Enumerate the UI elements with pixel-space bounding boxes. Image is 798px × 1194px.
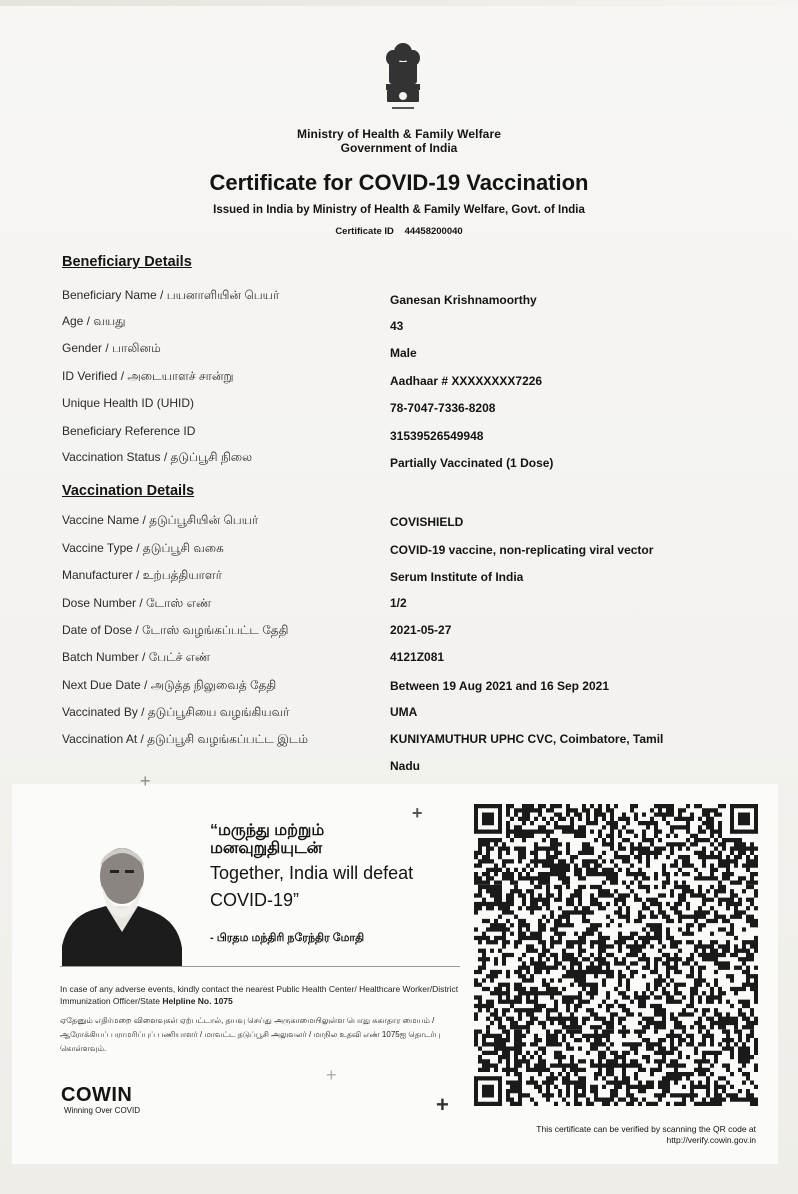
qr-finder-pattern (474, 1076, 502, 1106)
date-of-dose-row (0, 623, 798, 645)
quote-tamil-line: மனவுறுதியுடன் (210, 840, 323, 857)
cowin-tagline: Winning Over COVID (64, 1106, 141, 1115)
adverse-events-notice (60, 983, 460, 1007)
qr-finder-pattern (730, 804, 758, 834)
government-name: Government of India (340, 141, 458, 155)
field-label: Vaccination At / தடுப்பூசி வழங்கப்பட்ட இடம் (62, 732, 308, 746)
field-value: KUNIYAMUTHUR UPHC CVC, Coimbatore, Tamil Nadu (390, 732, 664, 773)
field-label: Unique Health ID (UHID) (62, 396, 195, 410)
field-value: 43 (390, 319, 404, 333)
vaccination-at-row (0, 732, 798, 773)
field-label: Vaccination Status / தடுப்பூசி நிலை (62, 450, 253, 464)
field-value: 4121Z081 (390, 650, 445, 664)
field-label: Age / வயது (62, 314, 126, 328)
manufacturer-row (0, 568, 798, 590)
field-value: Male (390, 346, 417, 360)
field-label: Beneficiary Name / பயனாளியின் பெயர் (62, 288, 280, 302)
vaccine-type-row (0, 541, 798, 563)
field-label: Beneficiary Reference ID (62, 424, 196, 438)
qr-code[interactable] (474, 804, 758, 1106)
field-value: 31539526549948 (390, 429, 484, 443)
helpline-number: Helpline No. 1075 (162, 996, 233, 1006)
field-label: Vaccine Type / தடுப்பூசி வகை (62, 541, 224, 555)
field-label: Vaccinated By / தடுப்பூசியை வழங்கியவர் (62, 705, 290, 719)
field-label: Next Due Date / அடுத்த நிலுவைத் தேதி (62, 678, 277, 692)
field-value: 1/2 (390, 596, 407, 610)
field-value: UMA (390, 705, 418, 719)
field-label: Dose Number / டோஸ் எண் (62, 596, 212, 610)
beneficiary-reference-row (0, 424, 798, 446)
paper-edge (0, 0, 798, 6)
qr-finder-pattern (474, 804, 502, 834)
field-value: Serum Institute of India (390, 570, 524, 584)
field-label: Manufacturer / உற்பத்தியாளர் (62, 568, 222, 582)
field-value: 2021-05-27 (390, 623, 452, 637)
vaccinated-by-row (0, 705, 798, 727)
certificate-title: Certificate for COVID-19 Vaccination (209, 170, 589, 195)
adverse-events-notice-tamil: ஏதேனும் எதிர்மறை விளைவுகள் ஏற்பட்டால், தயவு செய்து அருகாமையிலுள்ள பொது சுகாதார மையம் / ஆரோக்கியப் பராமரிப்புப் பணியாளர் / மாவட்ட தடுப்பூசி அலுவலர் / மாநில உதவி எண் 1075ஐ தொடர்பு கொள்ளவும். (60, 1016, 441, 1053)
issued-by-line: Issued in India by Ministry of Health & Family Welfare, Govt. of India (213, 204, 585, 216)
field-value: Between 19 Aug 2021 and 16 Sep 2021 (390, 679, 609, 693)
vaccination-details-heading: Vaccination Details (62, 483, 195, 499)
certificate-id (0, 226, 798, 237)
beneficiary-name-row (0, 288, 798, 310)
divider (60, 966, 460, 967)
beneficiary-details-heading: Beneficiary Details (62, 254, 192, 270)
certificate-id-value: 44458200040 (404, 226, 463, 237)
verification-note (420, 1124, 756, 1146)
ministry-name: Ministry of Health & Family Welfare (297, 127, 501, 141)
quote-english-line: COVID-19” (210, 890, 300, 910)
vaccine-name-row (0, 513, 798, 535)
batch-number-row (0, 650, 798, 672)
dose-number-row (0, 596, 798, 618)
field-label: Batch Number / பேட்ச் எண் (62, 650, 211, 664)
field-label: Gender / பாலினம் (62, 341, 161, 355)
plus-mark-icon: + (412, 803, 423, 823)
vaccination-status-row (0, 450, 798, 472)
id-verified-row (0, 369, 798, 391)
national-emblem-icon (380, 40, 426, 116)
gender-row (0, 341, 798, 363)
field-value: Aadhaar # XXXXXXXX7226 (390, 374, 543, 388)
cowin-logo: COWIN (61, 1084, 133, 1106)
quote-signature: - பிரதம மந்திரி நரேந்திர மோதி (210, 932, 365, 944)
verification-text: This certificate can be verified by scanning the QR code at (536, 1124, 756, 1134)
uhid-row (0, 396, 798, 418)
age-row (0, 314, 798, 336)
notice-text: In case of any adverse events, kindly contact the nearest Public Health Center/ Healthcare Worker/District Immunization Officer/State (60, 984, 459, 1006)
plus-mark-icon: + (436, 1092, 449, 1117)
field-value: Partially Vaccinated (1 Dose) (390, 456, 554, 470)
quote-english-line: Together, India will defeat (210, 863, 414, 883)
prime-minister-photo (62, 836, 182, 966)
field-label: Date of Dose / டோஸ் வழங்கப்பட்ட தேதி (62, 623, 289, 637)
quote-tamil-line: “மருந்து மற்றும் (210, 822, 325, 839)
plus-mark-icon: + (140, 771, 151, 791)
field-value: Ganesan Krishnamoorthy (390, 293, 537, 307)
verification-url[interactable]: http://verify.cowin.gov.in (666, 1135, 756, 1145)
field-label: Vaccine Name / தடுப்பூசியின் பெயர் (62, 513, 259, 527)
field-value: COVID-19 vaccine, non-replicating viral vector (390, 543, 654, 557)
field-value: COVISHIELD (390, 515, 464, 529)
field-label: ID Verified / அடையாளச் சான்று (62, 369, 234, 383)
quote-block (210, 822, 413, 914)
plus-mark-icon: + (326, 1065, 337, 1085)
next-due-date-row (0, 678, 798, 700)
field-value: 78-7047-7336-8208 (390, 401, 496, 415)
certificate-id-label: Certificate ID (335, 226, 394, 237)
